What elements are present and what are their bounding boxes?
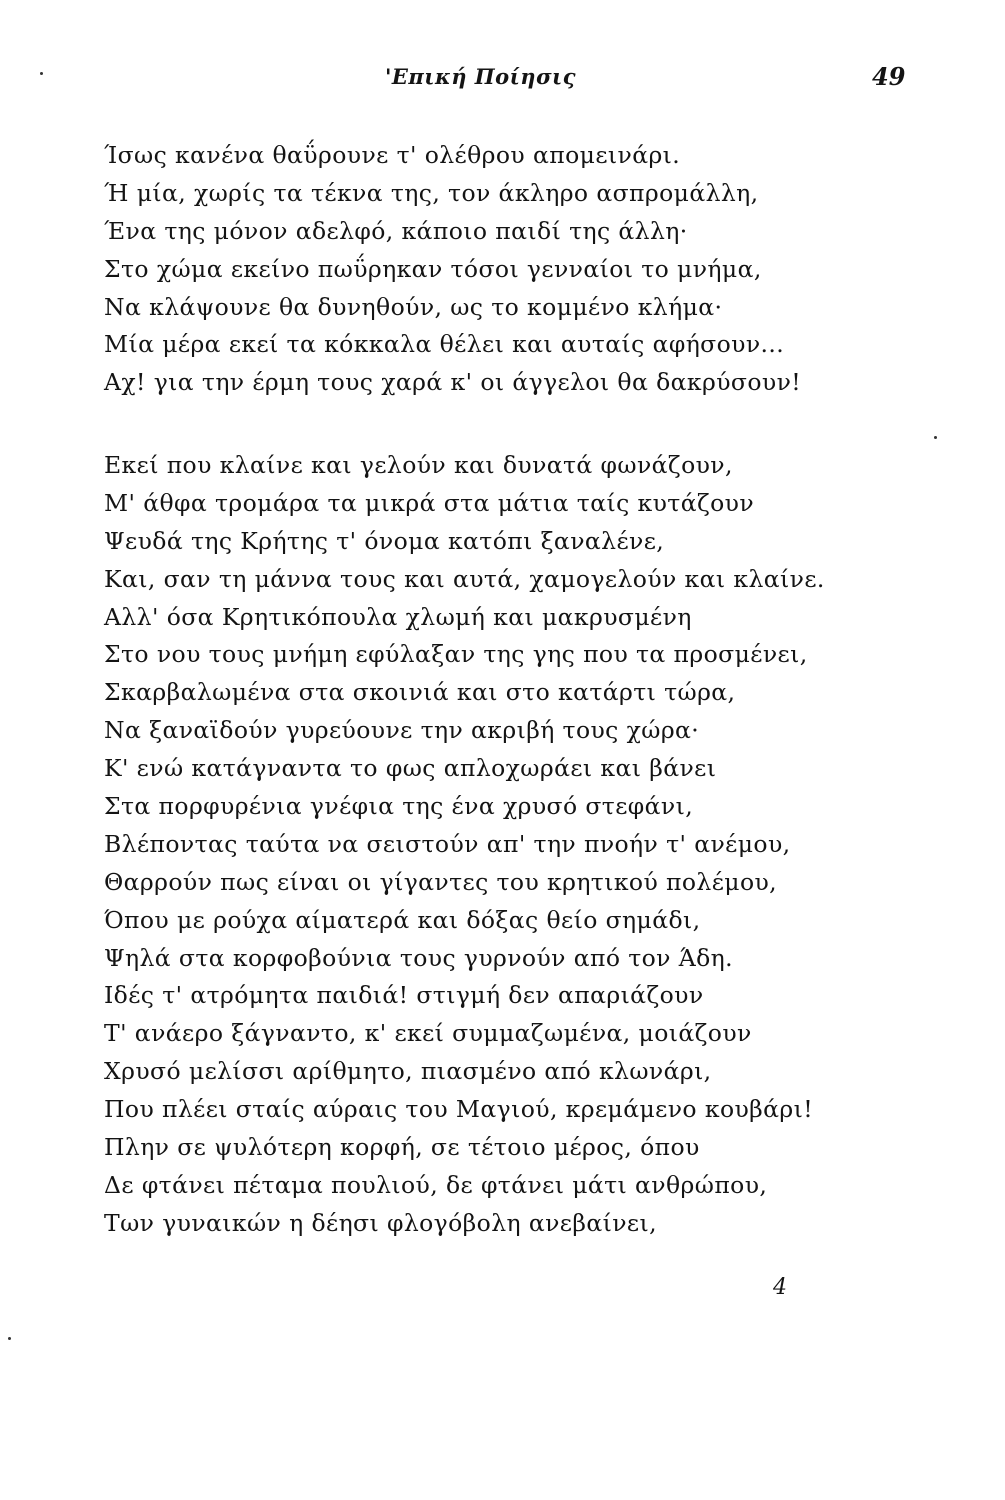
verse-line: Δε φτάνει πέταμα πουλιού, δε φτάνει μάτι ανθρώπου, <box>104 1170 768 1199</box>
verse-line: Αλλ' όσα Κρητικόπουλα χλωμή και μακρυσμένη <box>104 602 692 631</box>
verse-line: Στα πορφυρένια γνέφια της ένα χρυσό στεφάνι, <box>104 792 694 821</box>
paper-speck <box>934 436 937 439</box>
verse-line: Στο χώμα εκείνο πωΰρηκαν τόσοι γενναίοι το μνήμα, <box>104 254 762 283</box>
poem-stanza-1 <box>104 137 884 402</box>
verse-line: Και, σαν τη μάννα τους και αυτά, χαμογελούν και κλαίνε. <box>104 564 825 593</box>
page-number: 49 <box>872 62 906 91</box>
poem-stanza-2 <box>104 447 884 1243</box>
verse-line: Ψηλά στα κορφοβούνια τους γυρνούν από τον Άδη. <box>104 943 734 972</box>
verse-line: Των γυναικών η δέησι φλογόβολη ανεβαίνει, <box>104 1208 657 1237</box>
verse-line: Ένα της μόνον αδελφό, κάποιο παιδί της άλλη· <box>104 216 688 245</box>
verse-line: Σκαρβαλωμένα στα σκοινιά και στο κατάρτι τώρα, <box>104 678 736 707</box>
verse-line: Μ' άθφα τρομάρα τα μικρά στα μάτια ταίς κυτάζουν <box>104 488 755 517</box>
verse-line: Που πλέει σταίς αύραις του Μαγιού, κρεμάμενο κουβάρι! <box>104 1095 814 1124</box>
verse-line: Ψευδά της Κρήτης τ' όνομα κατόπι ξαναλένε, <box>104 526 665 555</box>
verse-line: Βλέποντας ταύτα να σειστούν απ' την πνοήν τ' ανέμου, <box>104 829 791 858</box>
verse-line: Πλην σε ψυλότερη κορφή, σε τέτοιο μέρος, όπου <box>104 1133 700 1162</box>
verse-line: Όπου με ρούχα αίματερά και δόξας θείο σημάδι, <box>104 905 701 934</box>
verse-line: Ίσως κανένα θαΰρουνε τ' ολέθρου απομεινάρι. <box>104 141 681 169</box>
verse-line: Κ' ενώ κατάγναντα το φως απλοχωράει και βάνει <box>104 754 717 783</box>
verse-line: Θαρρούν πως είναι οι γίγαντες του κρητικού πολέμου, <box>104 867 778 896</box>
verse-line: Στο νου τους μνήμη εφύλαξαν της γης που τα προσμένει, <box>104 640 808 669</box>
paper-speck <box>40 72 43 75</box>
verse-line: Ή μία, χωρίς τα τέκνα της, τον άκληρο ασπρομάλλη, <box>104 178 759 207</box>
verse-line: Να ξαναϊδούν γυρεύουνε την ακριβή τους χώρα· <box>104 716 700 745</box>
verse-line: Να κλάψουνε θα δυνηθούν, ως το κομμένο κλήμα· <box>104 292 723 321</box>
signature-mark: 4 <box>773 1275 787 1300</box>
verse-line: Ιδές τ' ατρόμητα παιδιά! στιγμή δεν απαριάζουν <box>104 981 704 1010</box>
verse-line: Μία μέρα εκεί τα κόκκαλα θέλει και αυταίς αφήσουν... <box>104 330 785 359</box>
running-header-title: 'Επική Ποίησις <box>385 64 576 89</box>
verse-line: Χρυσό μελίσσι αρίθμητο, πιασμένο από κλωνάρι, <box>104 1057 712 1086</box>
verse-line: Εκεί που κλαίνε και γελούν και δυνατά φωνάζουν, <box>104 451 733 479</box>
verse-line: Αχ! για την έρμη τους χαρά κ' οι άγγελοι θα δακρύσουν! <box>104 368 802 397</box>
paper-speck <box>8 1337 11 1340</box>
verse-line: Τ' ανάερο ξάγναντο, κ' εκεί συμμαζωμένα, μοιάζουν <box>104 1019 752 1048</box>
